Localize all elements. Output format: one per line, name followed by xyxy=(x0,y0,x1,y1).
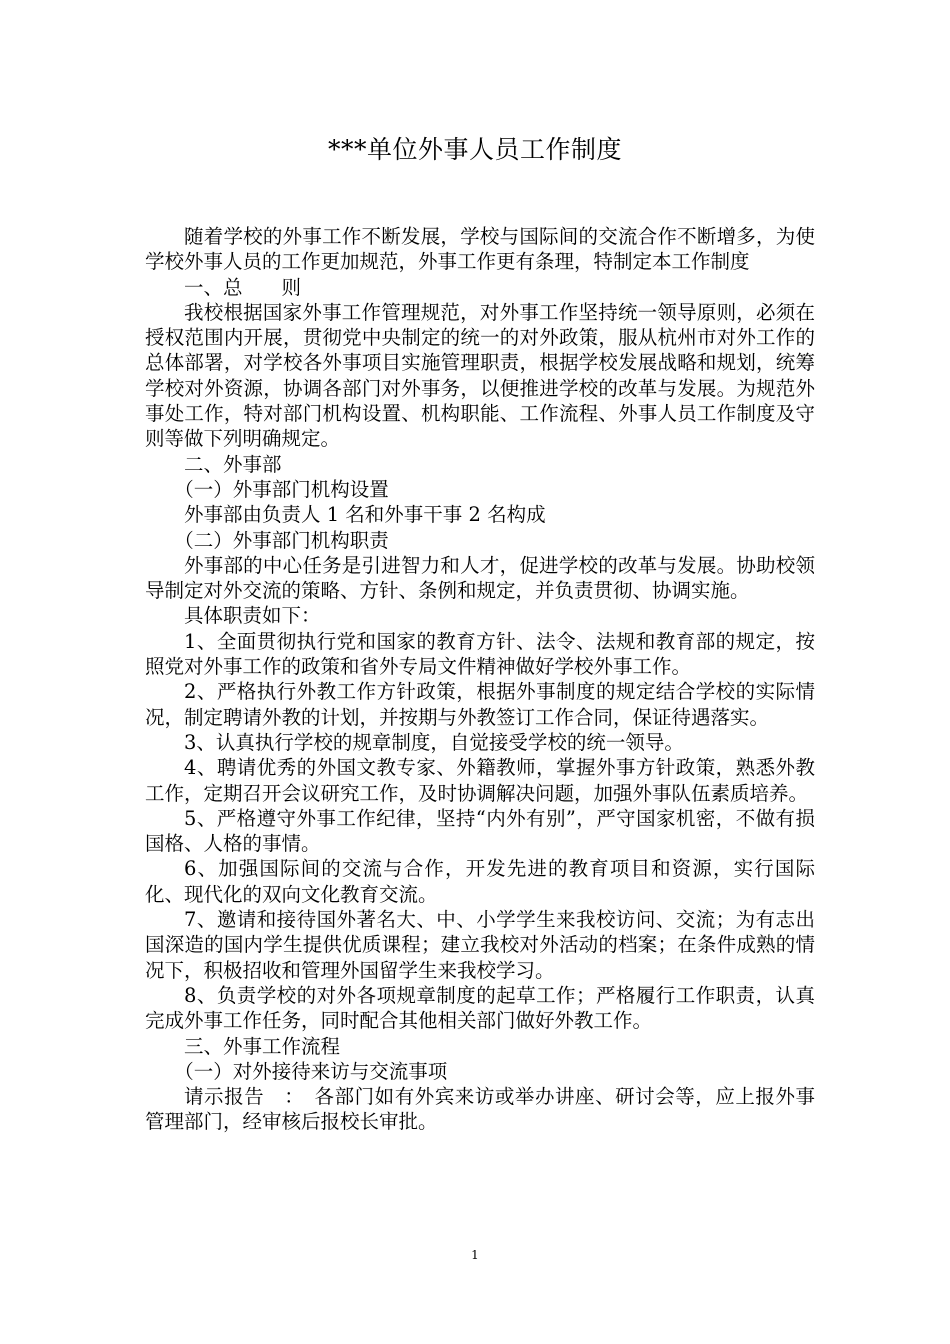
dept-setup-paragraph: 外事部由负责人 1 名和外事干事 2 名构成 xyxy=(184,503,546,527)
subsection-heading-reception: （一）对外接待来访与交流事项 xyxy=(174,1059,448,1083)
section-heading-workflow: 三、外事工作流程 xyxy=(184,1034,341,1058)
intro-paragraph: 随着学校的外事工作不断发展，学校与国际间的交流合作不断增多，为使学校外事人员的工作更加规范，外事工作更有条理，特制定本工作制度 xyxy=(145,225,815,274)
duty-item: 1、全面贯彻执行党和国家的教育方针、法令、法规和教育部的规定，按照党对外事工作的政策和省外专局文件精神做好学校外事工作。 xyxy=(145,629,815,679)
page-number: 1 xyxy=(471,1248,479,1262)
general-principles-paragraph: 我校根据国家外事工作管理规范，对外事工作坚持统一领导原则，必须在授权范围内开展，贯彻党中央制定的统一的对外政策，服从杭州市对外工作的总体部署，对学校各外事项目实施管理职责，根据学校发展战略和规划，统筹学校对外资源，协调各部门对外事务，以便推进学校的改革与发展。为规范外事处工作，特对部门机构设置、机构职能、工作流程、外事人员工作制度及守则等做下列明确规定。 xyxy=(145,300,815,451)
duty-item: 8、负责学校的对外各项规章制度的起草工作；严格履行工作职责，认真完成外事工作任务，同时配合其他相关部门做好外教工作。 xyxy=(145,983,815,1033)
subsection-heading-dept-setup: （一）外事部门机构设置 xyxy=(174,477,389,501)
subsection-heading-dept-duties: （二）外事部门机构职责 xyxy=(174,528,389,552)
duty-item: 4、聘请优秀的外国文教专家、外籍教师，掌握外事方针政策，熟悉外教工作，定期召开会议研究工作，及时协调解决问题，加强外事队伍素质培养。 xyxy=(145,756,815,805)
section-heading-foreign-affairs-dept: 二、外事部 xyxy=(184,452,282,476)
duty-item: 2、严格执行外教工作方针政策，根据外事制度的规定结合学校的实际情况，制定聘请外教的计划，并按期与外教签订工作合同，保证待遇落实。 xyxy=(145,680,815,729)
duty-item: 5、严格遵守外事工作纪律，坚持“内外有别”，严守国家机密，不做有损国格、人格的事情。 xyxy=(145,806,815,856)
duties-intro: 具体职责如下： xyxy=(184,604,321,628)
section-heading-general: 一、总 则 xyxy=(184,275,302,299)
duty-item: 7、邀请和接待国外著名大、中、小学学生来我校访问、交流；为有志出国深造的国内学生提供优质课程；建立我校对外活动的档案；在条件成熟的情况下，积极招收和管理外国留学生来我校学习。 xyxy=(145,908,815,982)
document-body xyxy=(145,224,815,1135)
duty-item: 6、加强国际间的交流与合作，开发先进的教育项目和资源，实行国际化、现代化的双向文化教育交流。 xyxy=(145,857,815,906)
dept-mission-paragraph: 外事部的中心任务是引进智力和人才，促进学校的改革与发展。协助校领导制定对外交流的策略、方针、条例和规定，并负责贯彻、协调实施。 xyxy=(145,553,815,603)
report-request-paragraph: 请示报告 ： 各部门如有外宾来访或举办讲座、研讨会等，应上报外事管理部门，经审核后报校长审批。 xyxy=(145,1085,815,1134)
duty-item: 3、认真执行学校的规章制度，自觉接受学校的统一领导。 xyxy=(184,730,684,754)
document-title: ***单位外事人员工作制度 xyxy=(327,135,622,164)
